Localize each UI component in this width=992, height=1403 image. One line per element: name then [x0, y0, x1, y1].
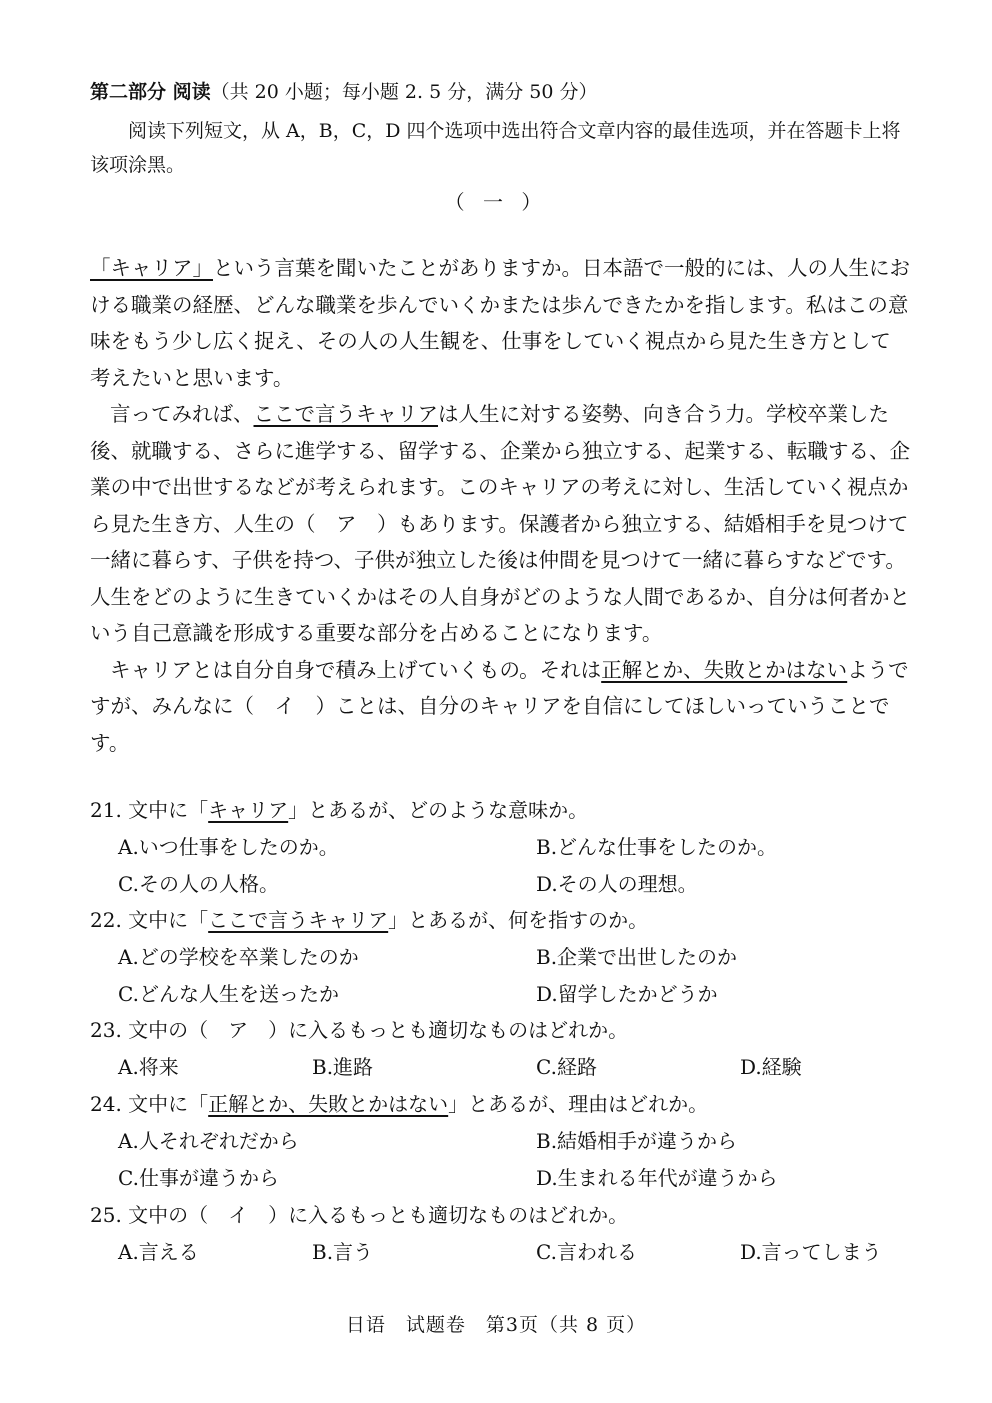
underlined-career: 「キャリア」: [90, 256, 213, 280]
question-22-underline: ここで言うキャリア: [208, 908, 389, 932]
q24-option-b[interactable]: B.結婚相手が違うから: [536, 1129, 738, 1153]
q21-option-a[interactable]: A.いつ仕事をしたのか。: [118, 835, 339, 859]
page-footer: 日语 试题卷 第3页（共 8 页）: [345, 1314, 647, 1336]
q25-option-a[interactable]: A.言える: [118, 1240, 199, 1264]
q24-option-d[interactable]: D.生まれる年代が違うから: [536, 1166, 778, 1190]
question-21: [90, 795, 910, 825]
question-22: [90, 905, 910, 935]
q22-option-a[interactable]: A.どの学校を卒業したのか: [118, 945, 359, 969]
question-21-stem: 21. 文中に「: [90, 798, 209, 822]
q21-option-d[interactable]: D.その人の理想。: [536, 872, 698, 896]
question-21-underline: キャリア: [208, 798, 289, 822]
q25-option-c[interactable]: C.言われる: [536, 1240, 637, 1264]
q22-option-d[interactable]: D.留学したかどうか: [536, 982, 718, 1006]
question-24-tail: 」とあるが、理由はどれか。: [448, 1092, 709, 1116]
paragraph-3: [90, 652, 910, 762]
question-24-stem: 24. 文中に「: [90, 1092, 209, 1116]
question-25-stem: 25. 文中の（ イ ）に入るもっとも適切なものはどれか。: [90, 1203, 629, 1227]
q22-option-b[interactable]: B.企業で出世したのか: [536, 945, 738, 969]
paragraph-3-lead: キャリアとは自分自身で積み上げていくもの。それは: [110, 657, 602, 682]
q23-option-b[interactable]: B.進路: [312, 1055, 374, 1079]
paragraph-3-text: ようですが、みんなに（ イ ）ことは、自分のキャリアを自信にしてほしいっていうことです。: [90, 657, 909, 755]
q23-option-c[interactable]: C.経路: [536, 1055, 597, 1079]
paragraph-2-text: は人生に対する姿勢、向き合う力。学校卒業した後、就職する、さらに進学する、留学する、企業から独立する、起業する、転職する、企業の中で出世するなどが考えられます。このキャリアの考えに対し、生活していく視点から見た生き方、人生の（ ア ）もあります。保護者から独立する、結婚相手を見つけて一緒に暮らす、子供を持つ、子供が独立した後は仲間を見つけて一緒に暮らすなどです。人生をどのように生きていくかはその人自身がどのような人間であるか、自分は何者かという自己意識を形成する重要な部分を占めることになります。: [90, 402, 910, 645]
underlined-koko-career: ここで言うキャリア: [253, 402, 438, 426]
q21-option-b[interactable]: B.どんな仕事をしたのか。: [536, 835, 778, 859]
question-22-stem: 22. 文中に「: [90, 908, 209, 932]
q23-option-a[interactable]: A.将来: [118, 1055, 179, 1079]
q23-option-d[interactable]: D.経験: [740, 1055, 802, 1079]
question-23: [90, 1015, 910, 1045]
passage: [90, 250, 910, 761]
section-subtitle: （共 20 小题；每小题 2. 5 分，满分 50 分）: [210, 81, 598, 103]
question-24-underline: 正解とか、失敗とかはない: [208, 1092, 449, 1116]
passage-number: （ 一 ）: [444, 190, 548, 214]
question-22-tail: 」とあるが、何を指すのか。: [388, 908, 649, 932]
q22-option-c[interactable]: C.どんな人生を送ったか: [118, 982, 339, 1006]
question-25: [90, 1200, 910, 1230]
paragraph-2: [90, 396, 910, 652]
q24-option-a[interactable]: A.人それぞれだから: [118, 1129, 299, 1153]
paragraph-1-text: という言葉を聞いたことがありますか。日本語で一般的には、人の人生における職業の経歴、どんな職業を歩んでいくかまたは歩んできたかを指します。私はこの意味をもう少し広く捉え、その人の人生観を、仕事をしていく視点から見た生き方として考えたいと思います。: [90, 256, 910, 390]
instructions: 阅读下列短文，从 A，B，C，D 四个选项中选出符合文章内容的最佳选项，并在答题卡上将该项涂黑。: [90, 120, 901, 176]
q25-option-d[interactable]: D.言ってしまう: [740, 1240, 882, 1264]
section-header: [90, 78, 597, 106]
q24-option-c[interactable]: C.仕事が違うから: [118, 1166, 279, 1190]
underlined-seikai: 正解とか、失敗とかはない: [601, 657, 848, 682]
question-24: [90, 1089, 910, 1119]
section-title: 第二部分 阅读: [90, 81, 211, 103]
question-23-stem: 23. 文中の（ ア ）に入るもっとも適切なものはどれか。: [90, 1018, 629, 1042]
q25-option-b[interactable]: B.言う: [312, 1240, 374, 1264]
question-21-tail: 」とあるが、どのような意味か。: [288, 798, 589, 822]
q21-option-c[interactable]: C.その人の人格。: [118, 872, 279, 896]
paragraph-2-lead: 言ってみれば、: [110, 402, 254, 426]
paragraph-1: [90, 250, 910, 396]
